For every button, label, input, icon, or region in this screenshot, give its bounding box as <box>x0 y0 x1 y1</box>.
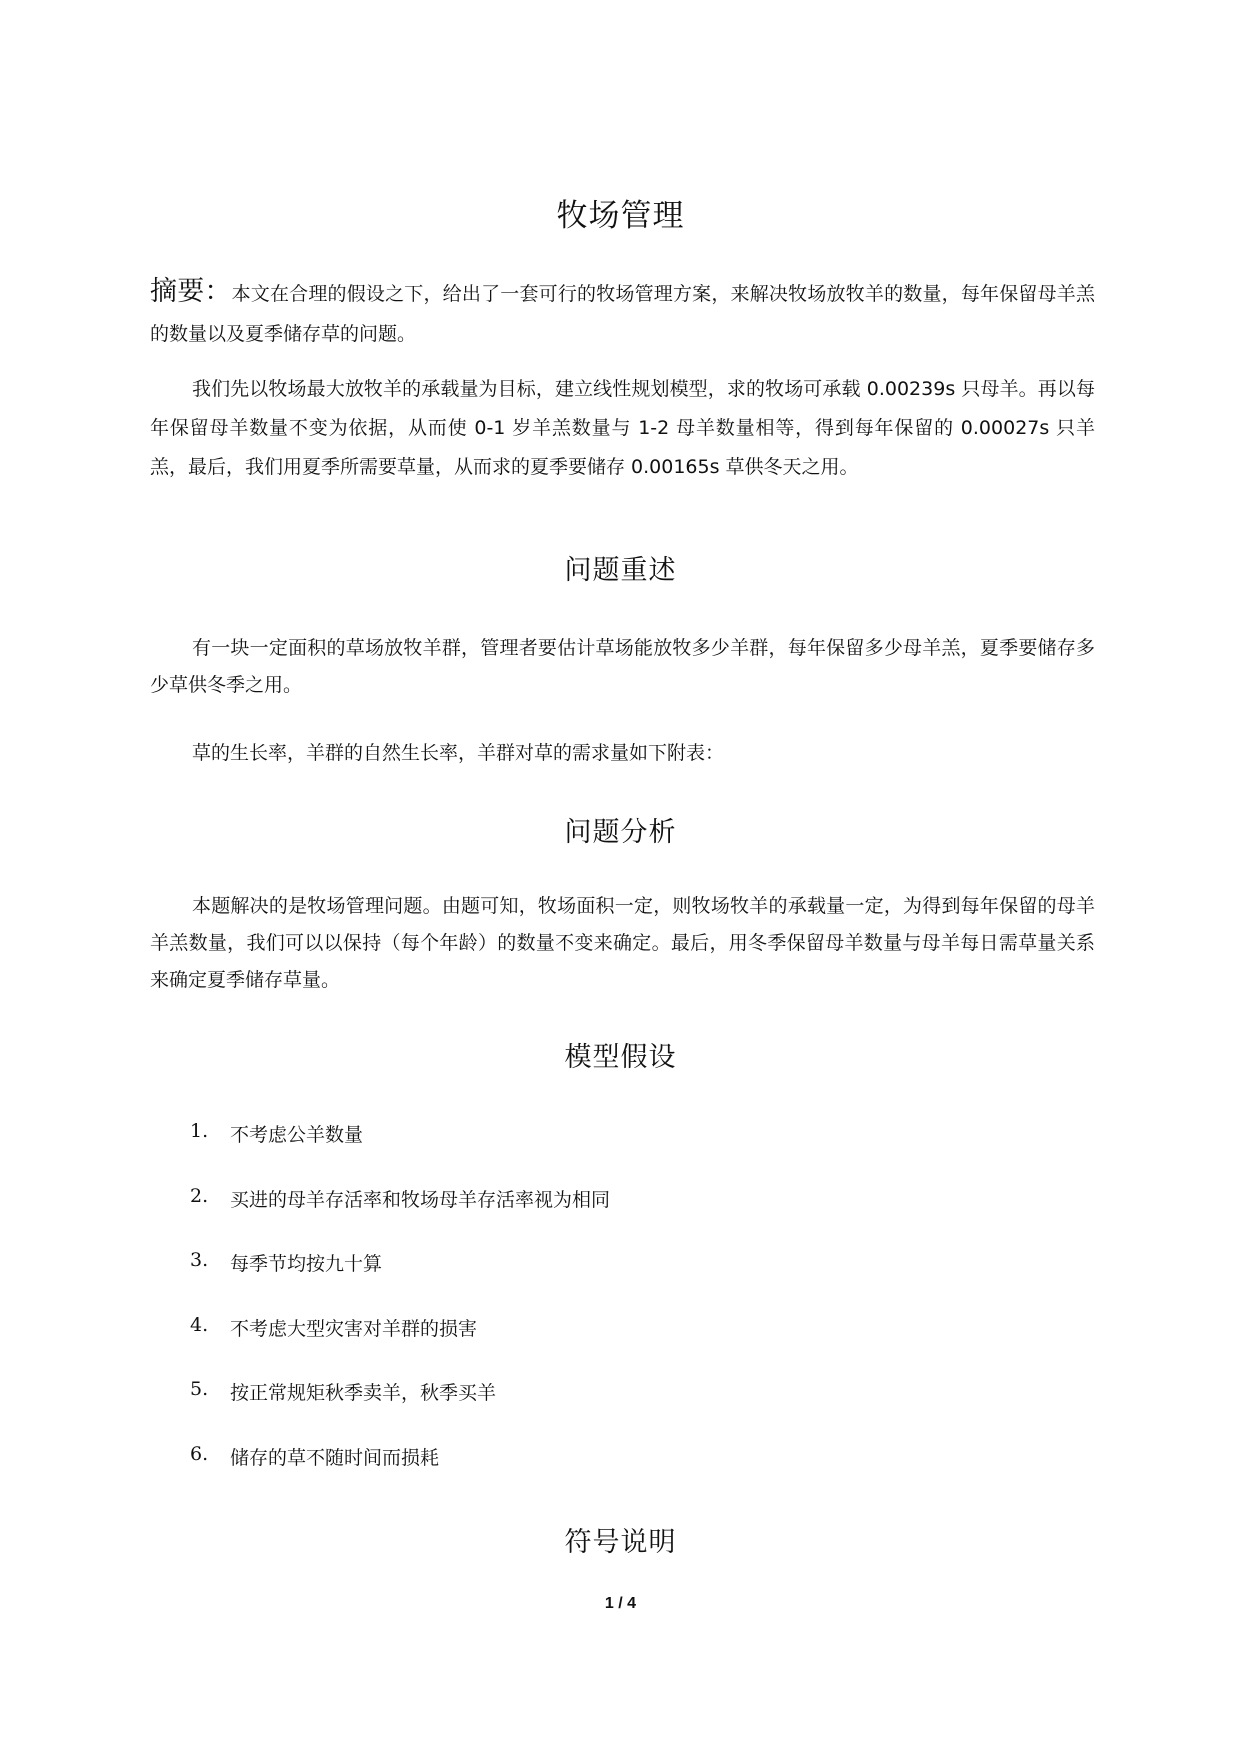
list-item <box>190 1314 1050 1379</box>
heading-restatement: 问题重述 <box>564 555 677 586</box>
abstract-paragraph-1 <box>150 272 1095 354</box>
list-item-text: 储存的草不随时间而损耗 <box>230 1446 440 1469</box>
list-item-text: 买进的母羊存活率和牧场母羊存活率视为相同 <box>230 1188 611 1211</box>
list-item-number: 4. <box>190 1313 209 1336</box>
list-item <box>190 1185 1050 1250</box>
list-item-number: 3. <box>190 1249 209 1271</box>
page-number: 1 / 4 <box>604 1595 637 1612</box>
abstract-block <box>150 272 1095 354</box>
heading-analysis: 问题分析 <box>564 817 677 848</box>
list-item-number: 2. <box>190 1184 209 1207</box>
list-item-number: 6. <box>190 1442 209 1465</box>
restatement-paragraph-1: 有一块一定面积的草场放牧羊群，管理者要估计草场能放牧多少羊群，每年保留多少母羊羔，夏季要储存多少草供冬季之用。 <box>150 637 1095 696</box>
list-item <box>190 1443 1050 1508</box>
list-item <box>190 1120 1050 1185</box>
list-item-text: 按正常规矩秋季卖羊，秋季买羊 <box>230 1382 497 1404</box>
list-item <box>190 1378 1050 1443</box>
heading-assumptions: 模型假设 <box>564 1042 677 1073</box>
restatement-paragraph-2: 草的生长率，羊群的自然生长率，羊群对草的需求量如下附表： <box>192 742 725 764</box>
analysis-paragraph-1: 本题解决的是牧场管理问题。由题可知，牧场面积一定，则牧场牧羊的承载量一定，为得到每年保留的母羊羊羔数量，我们可以以保持（每个年龄）的数量不变来确定。最后，用冬季保留母羊数量与母羊每日需草量关系来确定夏季储存草量。 <box>150 895 1095 991</box>
document-title: 牧场管理 <box>556 198 685 234</box>
abstract-text-1: 本文在合理的假设之下，给出了一套可行的牧场管理方案，来解决牧场放牧羊的数量，每年保留母羊羔的数量以及夏季储存草的问题。 <box>150 283 1095 345</box>
abstract-label: 摘要： <box>150 276 232 307</box>
list-item-text: 每季节均按九十算 <box>230 1253 383 1275</box>
list-item-text: 不考虑公羊数量 <box>230 1124 364 1146</box>
abstract-paragraph-2: 我们先以牧场最大放牧羊的承载量为目标，建立线性规划模型，求的牧场可承载 0.00239s 只母羊。再以每年保留母羊数量不变为依据，从而使 0-1 岁羊羔数量与 1-2 母羊数量相等，得到每年保留的 0.00027s 只羊羔，最后，我们用夏季所需要草量，从而求的夏季要储存 0.00165s 草供冬天之用。 <box>150 378 1095 478</box>
list-item-number: 1. <box>190 1120 209 1142</box>
list-item-number: 5. <box>190 1378 209 1400</box>
list-item-text: 不考虑大型灾害对羊群的损害 <box>230 1317 478 1340</box>
heading-symbols: 符号说明 <box>564 1527 677 1558</box>
assumptions-list <box>190 1120 1050 1507</box>
list-item <box>190 1249 1050 1314</box>
